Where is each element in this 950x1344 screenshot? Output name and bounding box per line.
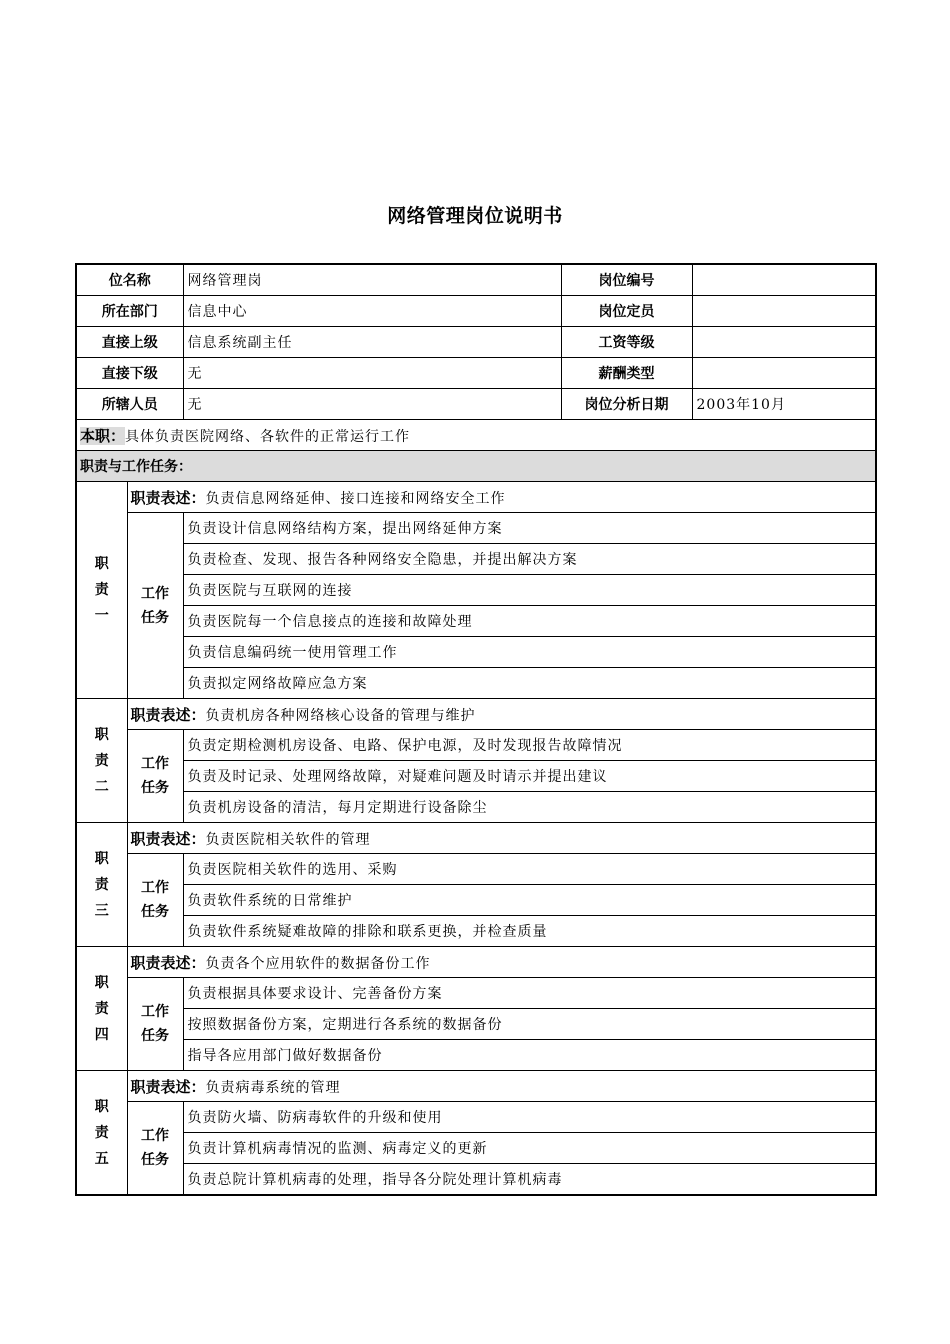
duty-5-task-label: 工作 任务 xyxy=(127,1102,183,1196)
duty-1-label: 职 责 一 xyxy=(76,482,127,699)
duty-3-task-1: 负责医院相关软件的选用、采购 xyxy=(183,854,876,885)
summary-label: 本职： xyxy=(80,426,126,445)
summary-text: 具体负责医院网络、各软件的正常运行工作 xyxy=(125,428,411,445)
duty-2-task-3: 负责机房设备的清洁，每月定期进行设备除尘 xyxy=(183,792,876,823)
duty-5-desc-row xyxy=(76,1071,876,1102)
duty-5-desc-label: 职责表述： xyxy=(130,1077,206,1096)
duty-2-task-row xyxy=(76,792,876,823)
duty-5-task-3: 负责总院计算机病毒的处理，指导各分院处理计算机病毒 xyxy=(183,1164,876,1196)
duty-1-task-label: 工作 任务 xyxy=(127,513,183,699)
position-number-value xyxy=(692,264,876,296)
duty-5-task-row xyxy=(76,1102,876,1133)
subordinate-value: 无 xyxy=(183,358,561,389)
duty-4-task-1: 负责根据具体要求设计、完善备份方案 xyxy=(183,978,876,1009)
analysis-date-value: 2003年10月 xyxy=(692,389,876,420)
duty-4-label: 职 责 四 xyxy=(76,947,127,1071)
duty-3-task-row xyxy=(76,854,876,885)
duty-4-desc: 负责各个应用软件的数据备份工作 xyxy=(205,955,431,972)
analysis-date-label: 岗位分析日期 xyxy=(561,389,692,420)
duty-2-task-2: 负责及时记录、处理网络故障，对疑难问题及时请示并提出建议 xyxy=(183,761,876,792)
duty-5-task-row xyxy=(76,1164,876,1196)
position-number-label: 岗位编号 xyxy=(561,264,692,296)
duty-1-task-row xyxy=(76,606,876,637)
duty-5-task-2: 负责计算机病毒情况的监测、病毒定义的更新 xyxy=(183,1133,876,1164)
duty-4-task-row xyxy=(76,1009,876,1040)
position-name-label: 位名称 xyxy=(76,264,183,296)
duty-1-task-row xyxy=(76,575,876,606)
duty-3-task-label: 工作 任务 xyxy=(127,854,183,947)
duty-3-desc-row xyxy=(76,823,876,854)
pay-type-value xyxy=(692,358,876,389)
pay-type-label: 薪酬类型 xyxy=(561,358,692,389)
duty-1-task-row xyxy=(76,544,876,575)
department-label: 所在部门 xyxy=(76,296,183,327)
duty-4-task-row xyxy=(76,978,876,1009)
superior-label: 直接上级 xyxy=(76,327,183,358)
duty-5-label: 职 责 五 xyxy=(76,1071,127,1196)
duty-2-task-row xyxy=(76,761,876,792)
duty-1-task-6: 负责拟定网络故障应急方案 xyxy=(183,668,876,699)
duty-3-task-row xyxy=(76,885,876,916)
duty-1-desc: 负责信息网络延伸、接口连接和网络安全工作 xyxy=(205,490,506,507)
headcount-label: 岗位定员 xyxy=(561,296,692,327)
duty-1-desc-row xyxy=(76,482,876,513)
duty-1-desc-label: 职责表述： xyxy=(130,488,206,507)
duty-3-desc-label: 职责表述： xyxy=(130,829,206,848)
duty-1-task-2: 负责检查、发现、报告各种网络安全隐患，并提出解决方案 xyxy=(183,544,876,575)
duty-4-task-3: 指导各应用部门做好数据备份 xyxy=(183,1040,876,1071)
duty-2-desc-label: 职责表述： xyxy=(130,705,206,724)
duty-1-task-3: 负责医院与互联网的连接 xyxy=(183,575,876,606)
subordinate-label: 直接下级 xyxy=(76,358,183,389)
duty-3-task-row xyxy=(76,916,876,947)
duty-4-desc-row xyxy=(76,947,876,978)
duty-1-task-4: 负责医院每一个信息接点的连接和故障处理 xyxy=(183,606,876,637)
position-name-value: 网络管理岗 xyxy=(183,264,561,296)
header-row-staff xyxy=(76,389,876,420)
duty-2-task-row xyxy=(76,730,876,761)
department-value: 信息中心 xyxy=(183,296,561,327)
duties-header-row xyxy=(76,451,876,482)
duty-2-task-label: 工作 任务 xyxy=(127,730,183,823)
staff-label: 所辖人员 xyxy=(76,389,183,420)
superior-value: 信息系统副主任 xyxy=(183,327,561,358)
salary-grade-label: 工资等级 xyxy=(561,327,692,358)
header-row-subordinate xyxy=(76,358,876,389)
job-description-table xyxy=(75,263,877,1196)
salary-grade-value xyxy=(692,327,876,358)
summary-row xyxy=(76,420,876,451)
duty-1-task-row xyxy=(76,637,876,668)
document-title: 网络管理岗位说明书 xyxy=(387,205,563,227)
duty-2-desc-row xyxy=(76,699,876,730)
duty-3-task-2: 负责软件系统的日常维护 xyxy=(183,885,876,916)
duty-1-task-1: 负责设计信息网络结构方案，提出网络延伸方案 xyxy=(183,513,876,544)
duty-4-task-row xyxy=(76,1040,876,1071)
duty-2-desc: 负责机房各种网络核心设备的管理与维护 xyxy=(205,707,476,724)
staff-value: 无 xyxy=(183,389,561,420)
duty-1-task-row xyxy=(76,513,876,544)
duty-4-task-label: 工作 任务 xyxy=(127,978,183,1071)
duty-3-task-3: 负责软件系统疑难故障的排除和联系更换，并检查质量 xyxy=(183,916,876,947)
duty-4-desc-label: 职责表述： xyxy=(130,953,206,972)
duty-4-task-2: 按照数据备份方案，定期进行各系统的数据备份 xyxy=(183,1009,876,1040)
duty-2-task-1: 负责定期检测机房设备、电路、保护电源，及时发现报告故障情况 xyxy=(183,730,876,761)
duty-1-task-row xyxy=(76,668,876,699)
duty-5-task-1: 负责防火墙、防病毒软件的升级和使用 xyxy=(183,1102,876,1133)
header-row-superior xyxy=(76,327,876,358)
duty-1-task-5: 负责信息编码统一使用管理工作 xyxy=(183,637,876,668)
duties-header: 职责与工作任务： xyxy=(76,451,876,482)
header-row-department xyxy=(76,296,876,327)
duty-5-task-row xyxy=(76,1133,876,1164)
header-row-position-name xyxy=(76,264,876,296)
duty-3-desc: 负责医院相关软件的管理 xyxy=(205,831,371,848)
duty-5-desc: 负责病毒系统的管理 xyxy=(205,1079,341,1096)
headcount-value xyxy=(692,296,876,327)
duty-2-label: 职 责 二 xyxy=(76,699,127,823)
duty-3-label: 职 责 三 xyxy=(76,823,127,947)
